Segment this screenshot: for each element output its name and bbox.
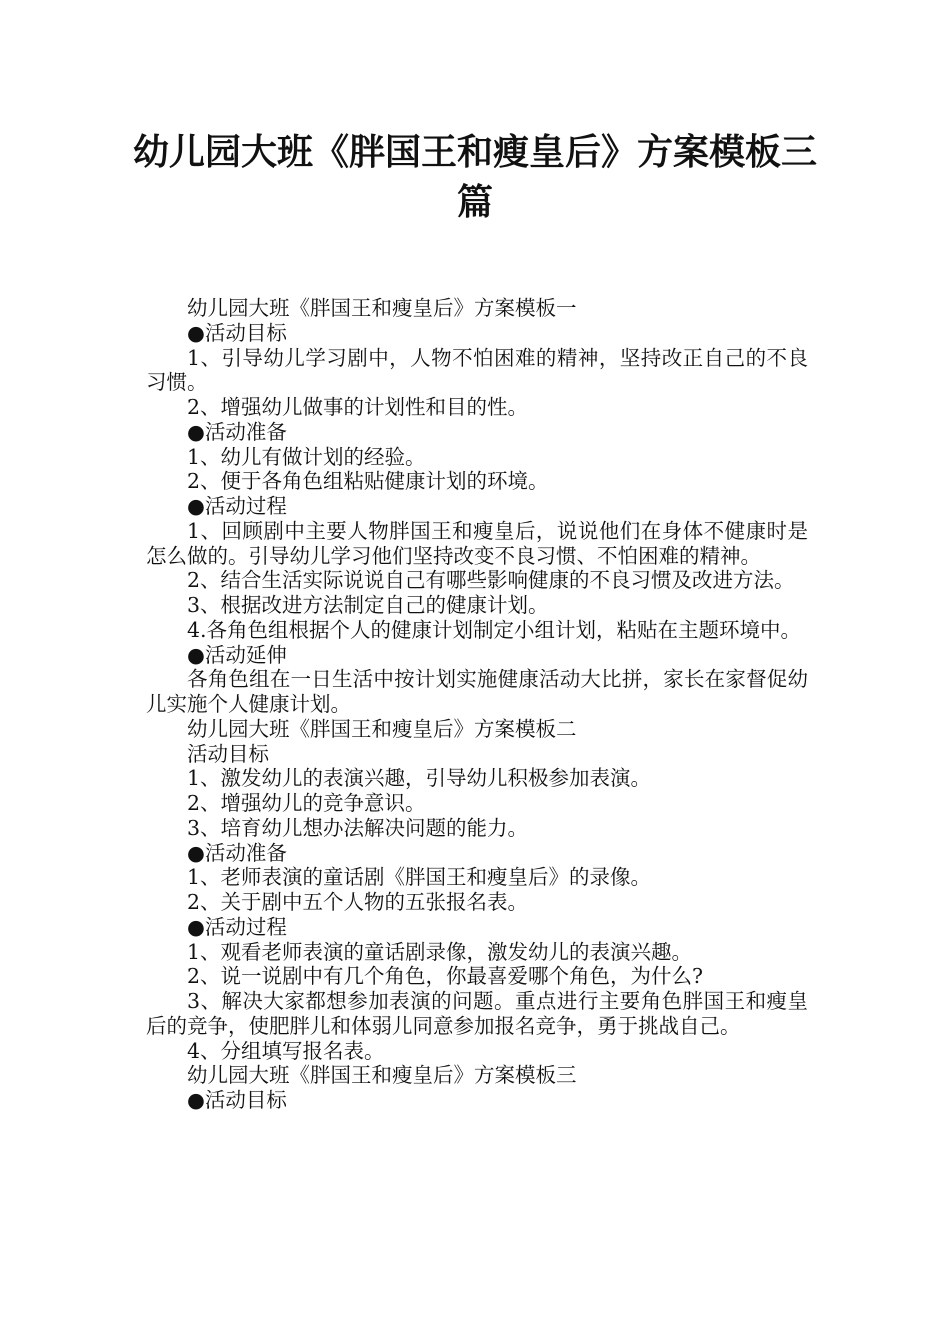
section-heading: ●活动准备 <box>187 419 287 444</box>
paragraph: 各角色组在一日生活中按计划实施健康活动大比拼，家长在家督促幼儿实施个人健康计划。 <box>146 667 808 716</box>
paragraph: 1、观看老师表演的童话剧录像，激发幼儿的表演兴趣。 <box>187 939 693 964</box>
paragraph: 幼儿园大班《胖国王和瘦皇后》方案模板一 <box>187 296 577 320</box>
paragraph: 2、便于各角色组粘贴健康计划的环境。 <box>187 469 549 494</box>
section-heading: ●活动准备 <box>187 840 287 865</box>
section-heading: ●活动目标 <box>187 1088 287 1112</box>
section-heading: ●活动过程 <box>187 494 287 518</box>
paragraph: 3、培育幼儿想办法解决问题的能力。 <box>187 815 529 840</box>
paragraph: 2、说一说剧中有几个角色，你最喜爱哪个角色，为什么? <box>187 964 704 989</box>
paragraph: 2、增强幼儿做事的计划性和目的性。 <box>187 395 529 419</box>
paragraph: 2、结合生活实际说说自己有哪些影响健康的不良习惯及改进方法。 <box>187 568 795 593</box>
paragraph: 1、幼儿有做计划的经验。 <box>187 444 426 469</box>
paragraph: 2、增强幼儿的竞争意识。 <box>187 791 426 815</box>
paragraph: 4.各角色组根据个人的健康计划制定小组计划，粘贴在主题环境中。 <box>187 617 802 642</box>
section-heading: ●活动延伸 <box>187 642 287 667</box>
paragraph: 2、关于剧中五个人物的五张报名表。 <box>187 890 529 914</box>
document-body <box>146 296 808 1113</box>
section-heading: ●活动过程 <box>187 914 287 939</box>
paragraph: 1、回顾剧中主要人物胖国王和瘦皇后，说说他们在身体不健康时是怎么做的。引导幼儿学习他们坚持改变不良习惯、不怕困难的精神。 <box>146 518 808 568</box>
paragraph: 1、老师表演的童话剧《胖国王和瘦皇后》的录像。 <box>187 865 652 890</box>
paragraph: 4、分组填写报名表。 <box>187 1038 385 1063</box>
document-title: 幼儿园大班《胖国王和瘦皇后》方案模板三篇 <box>132 132 817 223</box>
paragraph: 3、根据改进方法制定自己的健康计划。 <box>187 593 549 617</box>
paragraph: 1、激发幼儿的表演兴趣，引导幼儿积极参加表演。 <box>187 766 652 791</box>
paragraph: 3、解决大家都想参加表演的问题。重点进行主要角色胖国王和瘦皇后的竞争，使肥胖儿和体弱儿同意参加报名竞争，勇于挑战自己。 <box>146 989 808 1038</box>
paragraph: 1、引导幼儿学习剧中，人物不怕困难的精神，坚持改正自己的不良习惯。 <box>146 345 808 395</box>
paragraph: 幼儿园大班《胖国王和瘦皇后》方案模板三 <box>187 1063 577 1088</box>
section-heading: ●活动目标 <box>187 320 287 345</box>
paragraph: 幼儿园大班《胖国王和瘦皇后》方案模板二 <box>187 716 577 741</box>
section-heading: 活动目标 <box>187 741 269 766</box>
